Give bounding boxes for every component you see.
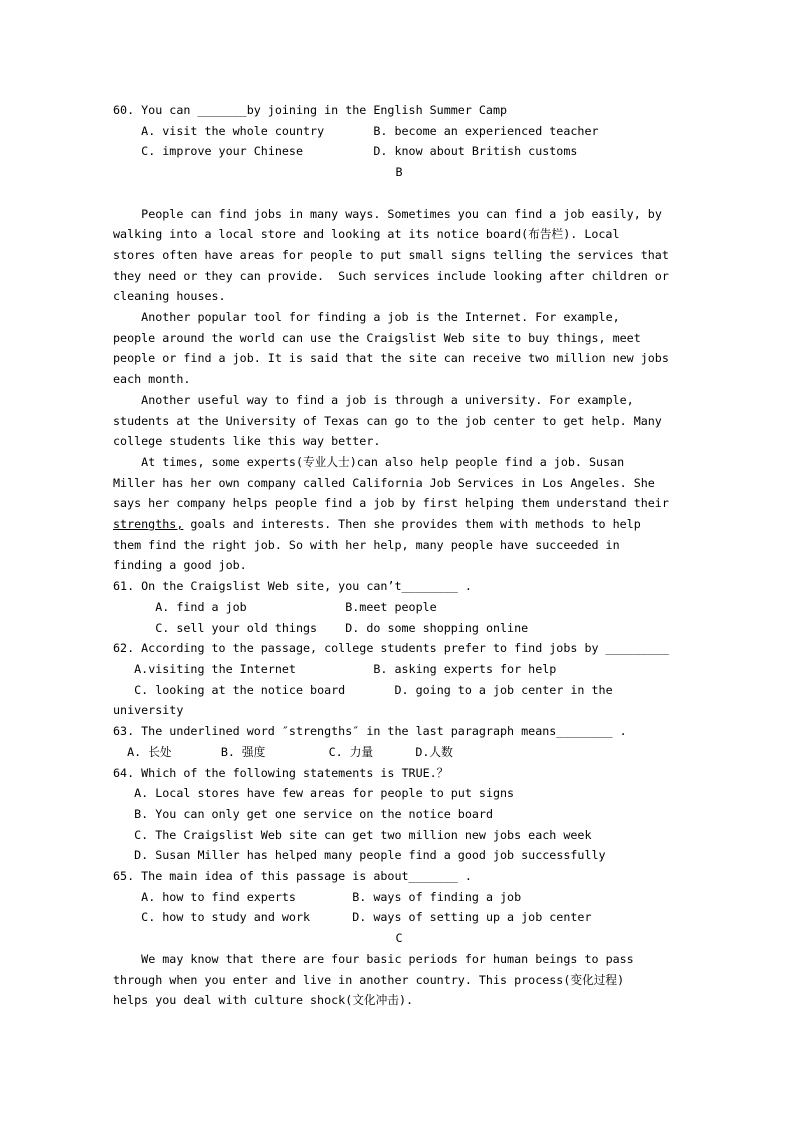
text-line [113, 763, 685, 784]
text-segment: People can find jobs in many ways. Sometimes you can find a job easily, by [113, 206, 662, 221]
text-segment: people or find a job. It is said that the site can receive two million new jobs [113, 351, 669, 366]
text-segment: 64. Which of the following statements is TRUE.？ [113, 765, 449, 780]
text-line [113, 783, 685, 804]
text-segment: Another useful way to find a job is through a university. For example, [113, 392, 634, 407]
text-line [113, 452, 685, 473]
text-segment: C. how to study and work D. ways of setting up a job center [113, 910, 592, 925]
text-line [113, 307, 685, 328]
text-segment: they need or they can provide. Such services include looking after children or [113, 268, 669, 283]
text-line [113, 390, 685, 411]
text-line [113, 411, 685, 432]
text-line [113, 700, 685, 721]
text-segment: B [395, 165, 403, 180]
text-segment: stores often have areas for people to put small signs telling the services that [113, 247, 669, 262]
text-segment: each month. [113, 372, 191, 387]
text-segment: college students like this way better. [113, 434, 381, 449]
text-line [113, 990, 685, 1011]
text-line [113, 245, 685, 266]
text-line [113, 638, 685, 659]
text-segment: A. visit the whole country B. become an experienced teacher [113, 123, 599, 138]
text-segment: through when you enter and live in another country. This process(变化过程) [113, 972, 625, 987]
text-line [113, 141, 685, 162]
text-segment: finding a good job. [113, 558, 247, 573]
text-line [113, 431, 685, 452]
text-segment: 65. The main idea of this passage is about_______ . [113, 869, 472, 884]
text-segment: Another popular tool for finding a job is the Internet. For example, [113, 310, 620, 325]
text-segment: says her company helps people find a job by first helping them understand their [113, 496, 669, 511]
text-line [113, 328, 685, 349]
text-line [113, 100, 685, 121]
underlined-word: strengths, [113, 517, 184, 532]
text-segment: C. The Craigslist Web site can get two million new jobs each week [113, 827, 592, 842]
text-line [113, 266, 685, 287]
text-line [113, 576, 685, 597]
text-line [113, 224, 685, 245]
text-line [113, 369, 685, 390]
text-segment: university [113, 703, 184, 718]
text-line [113, 742, 685, 763]
text-segment: 63. The underlined word ″strengths″ in the last paragraph means________ . [113, 724, 627, 739]
text-line [113, 804, 685, 825]
text-segment: 62. According to the passage, college students prefer to find jobs by _________ [113, 641, 669, 656]
text-segment: At times, some experts(专业人士)can also help people find a job. Susan [113, 454, 625, 469]
text-segment: them find the right job. So with her help, many people have succeeded in [113, 537, 620, 552]
answer-letter [113, 928, 685, 949]
text-segment: C. looking at the notice board D. going to a job center in the [113, 682, 613, 697]
text-segment: helps you deal with culture shock(文化冲击). [113, 993, 414, 1008]
text-line [113, 866, 685, 887]
text-line [113, 970, 685, 991]
text-segment: 61. On the Craigslist Web site, you can’t________ . [113, 579, 472, 594]
text-segment: A. find a job B.meet people [113, 599, 437, 614]
text-line [113, 204, 685, 225]
text-line [113, 183, 685, 204]
text-line [113, 286, 685, 307]
text-line [113, 825, 685, 846]
text-segment: A. 长处 B. 强度 C. 力量 D.人数 [113, 744, 453, 759]
answer-letter [113, 162, 685, 183]
document-content [113, 100, 685, 1011]
text-line [113, 949, 685, 970]
text-line [113, 535, 685, 556]
text-segment: cleaning houses. [113, 289, 226, 304]
text-line [113, 514, 685, 535]
text-segment: 60. You can _______by joining in the English Summer Camp [113, 103, 508, 117]
text-line [113, 845, 685, 866]
text-segment: D. Susan Miller has helped many people find a good job successfully [113, 848, 606, 863]
text-line [113, 493, 685, 514]
text-segment: C [395, 931, 403, 946]
text-segment: We may know that there are four basic periods for human beings to pass [113, 951, 634, 966]
text-segment: Miller has her own company called California Job Services in Los Angeles. She [113, 475, 655, 490]
text-line [113, 618, 685, 639]
text-segment: goals and interests. Then she provides them with methods to help [183, 517, 641, 532]
text-line [113, 887, 685, 908]
text-segment: people around the world can use the Craigslist Web site to buy things, meet [113, 330, 641, 345]
text-line [113, 555, 685, 576]
text-segment: C. sell your old things D. do some shopping online [113, 620, 529, 635]
text-line [113, 907, 685, 928]
text-segment: A. Local stores have few areas for people to put signs [113, 786, 515, 801]
text-segment: B. You can only get one service on the notice board [113, 806, 493, 821]
text-line [113, 659, 685, 680]
text-line [113, 597, 685, 618]
text-line [113, 348, 685, 369]
text-segment: A. how to find experts B. ways of finding a job [113, 889, 522, 904]
text-segment: A.visiting the Internet B. asking experts for help [113, 661, 557, 676]
text-segment: walking into a local store and looking at its notice board(布告栏). Local [113, 227, 620, 242]
text-line [113, 680, 685, 701]
text-line [113, 121, 685, 142]
text-segment: C. improve your Chinese D. know about British customs [113, 144, 578, 159]
text-segment: students at the University of Texas can go to the job center to get help. Many [113, 413, 662, 428]
text-line [113, 473, 685, 494]
text-line [113, 721, 685, 742]
